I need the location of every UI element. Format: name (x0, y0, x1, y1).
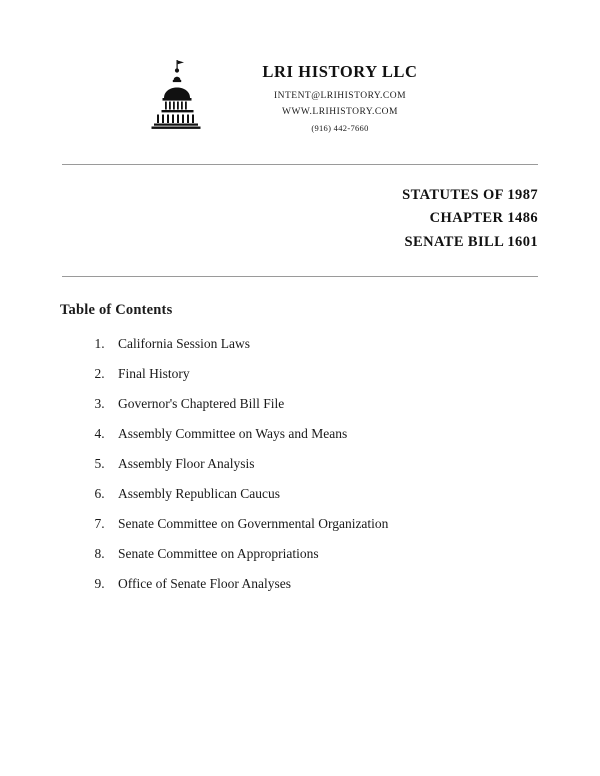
brand-website[interactable]: WWW.LRIHISTORY.COM (282, 107, 398, 117)
divider-bottom (62, 276, 538, 277)
title-block (62, 165, 538, 256)
list-item[interactable]: 6. Assembly Republican Caucus (108, 487, 538, 501)
capitol-dome-icon (145, 58, 211, 130)
list-item[interactable]: 8. Senate Committee on Appropriations (108, 547, 538, 561)
list-item[interactable]: 4. Assembly Committee on Ways and Means (108, 427, 538, 441)
list-item[interactable]: 1. California Session Laws (108, 337, 538, 351)
list-item[interactable]: 2. Final History (108, 367, 538, 381)
list-item[interactable]: 7. Senate Committee on Governmental Organization (108, 517, 538, 531)
table-of-contents-list (62, 337, 538, 591)
brand-name: LRI HISTORY LLC (262, 62, 418, 81)
brand-block (225, 52, 455, 133)
list-item[interactable]: 3. Governor's Chaptered Bill File (108, 397, 538, 411)
brand-phone: (916) 442-7660 (311, 123, 369, 133)
table-of-contents-heading: Table of Contents (60, 302, 173, 319)
bill-line: SENATE BILL 1601 (404, 233, 538, 250)
list-item[interactable]: 9. Office of Senate Floor Analyses (108, 577, 538, 591)
list-item[interactable]: 5. Assembly Floor Analysis (108, 457, 538, 471)
brand-email[interactable]: INTENT@LRIHISTORY.COM (273, 91, 407, 101)
statutes-line: STATUTES OF 1987 (402, 187, 538, 203)
chapter-line: CHAPTER 1486 (429, 210, 538, 227)
letterhead (62, 0, 538, 133)
